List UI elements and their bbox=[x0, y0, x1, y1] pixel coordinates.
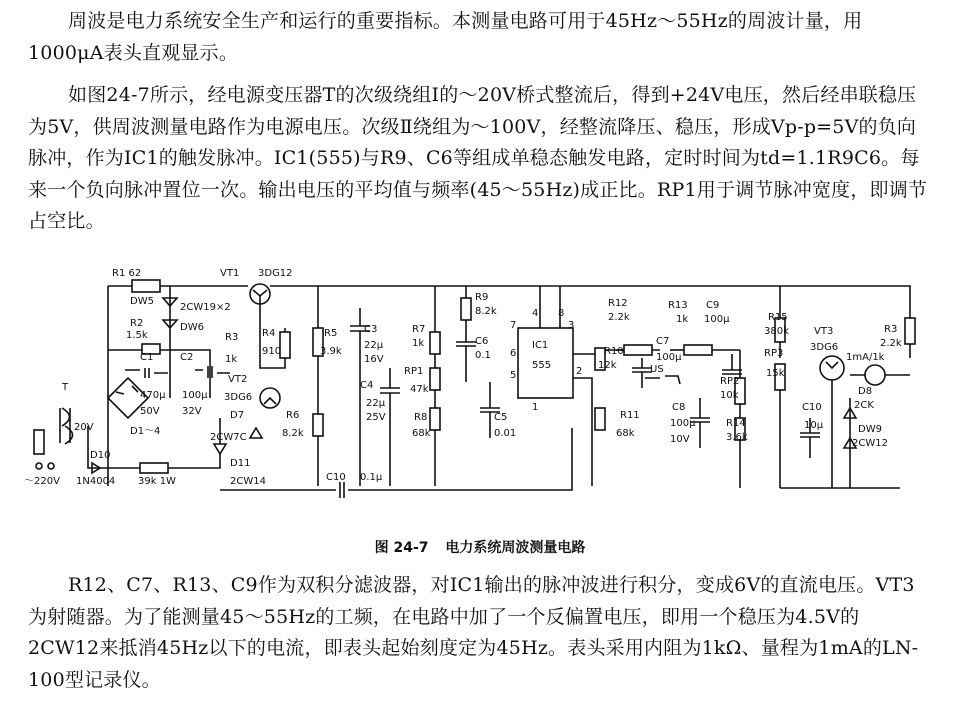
label-pin2: 2 bbox=[576, 366, 583, 377]
label-pin1: 1 bbox=[532, 402, 539, 413]
label-c4-voltage: 25V bbox=[366, 412, 386, 423]
label-c3-voltage: 16V bbox=[364, 354, 384, 365]
label-r4: R4 bbox=[262, 328, 276, 339]
label-r7-value: 1k bbox=[412, 338, 425, 349]
label-r15: R15 bbox=[768, 312, 788, 323]
label-c4-value: 22μ bbox=[366, 398, 386, 409]
label-c10: C10 bbox=[802, 402, 822, 413]
label-r6-value: 8.2k bbox=[282, 428, 304, 439]
label-c5-value: 0.01 bbox=[494, 428, 517, 439]
label-220v: ～220V bbox=[24, 476, 60, 487]
label-vt1-type: 3DG12 bbox=[258, 268, 293, 279]
label-r14-value: 3.6k bbox=[726, 432, 748, 443]
label-r7: R7 bbox=[412, 324, 426, 335]
label-r10-value: 12k bbox=[598, 360, 617, 371]
label-vt3-type: 3DG6 bbox=[810, 342, 839, 353]
label-d7-type: 2CW7C bbox=[210, 432, 247, 443]
label-r1: R1 62 bbox=[112, 268, 142, 279]
label-r3b: R3 bbox=[884, 324, 898, 335]
label-rp1: RP1 bbox=[404, 366, 424, 377]
label-r9-value: 8.2k bbox=[475, 306, 497, 317]
label-pin5: 5 bbox=[510, 370, 517, 381]
label-rp3-value: 15k bbox=[766, 368, 785, 379]
label-c2-voltage: 32V bbox=[182, 406, 202, 417]
paragraph-filter: R12、C7、R13、C9作为双积分滤波器，对IC1输出的脉冲波进行积分，变成6V的直流电压。VT3为射随器。为了能测量45～55Hz的工频，在电路中加了一个反偏置电压，即用一个稳压为4.5V的2CW12来抵消45Hz以下的电流，即表头起始刻度定为45Hz。表头采用内阻为1kΩ、量程为1mA的LN-100型记录仪。 bbox=[28, 574, 919, 691]
label-vt2-type: 3DG6 bbox=[224, 392, 253, 403]
label-d8: D8 bbox=[858, 386, 873, 397]
label-c2-value: 100μ bbox=[182, 390, 208, 401]
label-c8-value: 100μ bbox=[670, 418, 696, 429]
label-rp3: RP3 bbox=[764, 348, 784, 359]
label-ic1-type: 555 bbox=[532, 360, 552, 371]
label-c3: C3 bbox=[364, 324, 378, 335]
label-c10-bottom: C10 bbox=[326, 472, 346, 483]
figure-caption bbox=[0, 537, 960, 557]
paragraph-intro: 周波是电力系统安全生产和运行的重要指标。本测量电路可用于45Hz～55Hz的周波计量，用1000μA表头直观显示。 bbox=[28, 10, 863, 64]
label-r5: R5 bbox=[324, 328, 338, 339]
label-c1: C1 bbox=[140, 352, 154, 363]
label-pin7: 7 bbox=[510, 320, 517, 331]
label-r10: R10 bbox=[604, 346, 624, 357]
label-c9: C9 bbox=[706, 300, 720, 311]
label-c7: C7 bbox=[656, 336, 670, 347]
label-us: US bbox=[650, 364, 664, 375]
label-rp1-value: 47k bbox=[410, 384, 429, 395]
label-r3a-value: 1k bbox=[225, 354, 238, 365]
label-dw9: DW9 bbox=[858, 424, 882, 435]
label-r2: R2 bbox=[130, 318, 144, 329]
label-d11: D11 bbox=[230, 458, 251, 469]
label-c6-value: 0.1 bbox=[475, 350, 491, 361]
label-c1-value: 470μ bbox=[140, 390, 166, 401]
label-transformer: T bbox=[62, 382, 69, 393]
label-meter: 1mA/1k bbox=[846, 352, 885, 363]
label-zener: 2CW19×2 bbox=[180, 302, 231, 313]
label-c8: C8 bbox=[672, 402, 686, 413]
label-c6: C6 bbox=[475, 336, 489, 347]
label-r13-value: 1k bbox=[676, 314, 689, 325]
label-d7: D7 bbox=[230, 410, 245, 421]
label-r8-value: 68k bbox=[412, 428, 431, 439]
paragraph-power-supply: 如图24-7所示，经电源变压器T的次级绕组Ⅰ的～20V桥式整流后，得到+24V电压，然后经串联稳压为5V，供周波测量电路作为电源电压。次级Ⅱ绕组为～100V，经整流降压、稳压，形成Vp-p=5V的负向脉冲，作为IC1的触发脉冲。IC1(555)与R9、C6等组成单稳态触发电路，定时时间为td=1.1R9C6。每来一个负向脉冲置位一次。输出电压的平均值与频率(45～55Hz)成正比。RP1用于调节脉冲宽度，即调节占空比。 bbox=[28, 84, 928, 232]
figure-title: 电力系统周波测量电路 bbox=[445, 540, 586, 556]
label-r39k: 39k 1W bbox=[138, 476, 176, 487]
label-c3-value: 22μ bbox=[364, 340, 384, 351]
label-r14: R14 bbox=[726, 418, 746, 429]
label-vt1: VT1 bbox=[220, 268, 240, 279]
label-d10-type: 1N4004 bbox=[76, 476, 116, 487]
label-r12-value: 2.2k bbox=[608, 312, 630, 323]
label-dw6: DW6 bbox=[180, 322, 204, 333]
label-d8-type: 2CK bbox=[854, 400, 874, 411]
label-c10-bottom-value: 0.1μ bbox=[360, 472, 383, 483]
label-r15-value: 380k bbox=[764, 326, 789, 337]
label-c9-value: 100μ bbox=[704, 314, 730, 325]
label-r6: R6 bbox=[286, 410, 300, 421]
label-c10-value: 10μ bbox=[804, 420, 824, 431]
label-d11-type: 2CW14 bbox=[230, 476, 266, 487]
label-r12: R12 bbox=[608, 298, 628, 309]
label-pin3: 3 bbox=[568, 320, 575, 331]
label-dw5: DW5 bbox=[130, 296, 154, 307]
label-ic1: IC1 bbox=[532, 340, 549, 351]
label-c5: C5 bbox=[494, 412, 508, 423]
label-r5-value: 3.9k bbox=[320, 346, 342, 357]
label-rp2-value: 10k bbox=[720, 390, 739, 401]
label-r4-value: 910 bbox=[262, 346, 282, 357]
label-c4: C4 bbox=[360, 380, 374, 391]
label-c2: C2 bbox=[180, 352, 194, 363]
label-r3b-value: 2.2k bbox=[880, 338, 902, 349]
label-c7-value: 100μ bbox=[656, 352, 682, 363]
label-r3a: R3 bbox=[225, 332, 239, 343]
label-c8-voltage: 10V bbox=[670, 434, 690, 445]
label-r11-value: 68k bbox=[616, 428, 635, 439]
label-bridge: D1～4 bbox=[130, 426, 161, 437]
label-vt3: VT3 bbox=[814, 326, 834, 337]
label-pin4: 4 bbox=[532, 308, 539, 319]
label-dw9-type: 2CW12 bbox=[852, 438, 888, 449]
label-r9: R9 bbox=[475, 292, 489, 303]
label-r11: R11 bbox=[620, 410, 640, 421]
label-vt2: VT2 bbox=[228, 374, 248, 385]
label-r8: R8 bbox=[414, 412, 428, 423]
label-pin6: 6 bbox=[510, 348, 517, 359]
label-r13: R13 bbox=[668, 300, 688, 311]
label-r2-value: 1.5k bbox=[126, 330, 148, 341]
label-pin8: 8 bbox=[558, 308, 565, 319]
label-d10: D10 bbox=[90, 450, 111, 461]
figure-number: 图 24-7 bbox=[374, 540, 429, 556]
circuit-diagram bbox=[20, 258, 940, 506]
label-rp2: RP2 bbox=[720, 376, 740, 387]
label-c1-voltage: 50V bbox=[140, 406, 160, 417]
label-20v: 20V bbox=[74, 422, 94, 433]
